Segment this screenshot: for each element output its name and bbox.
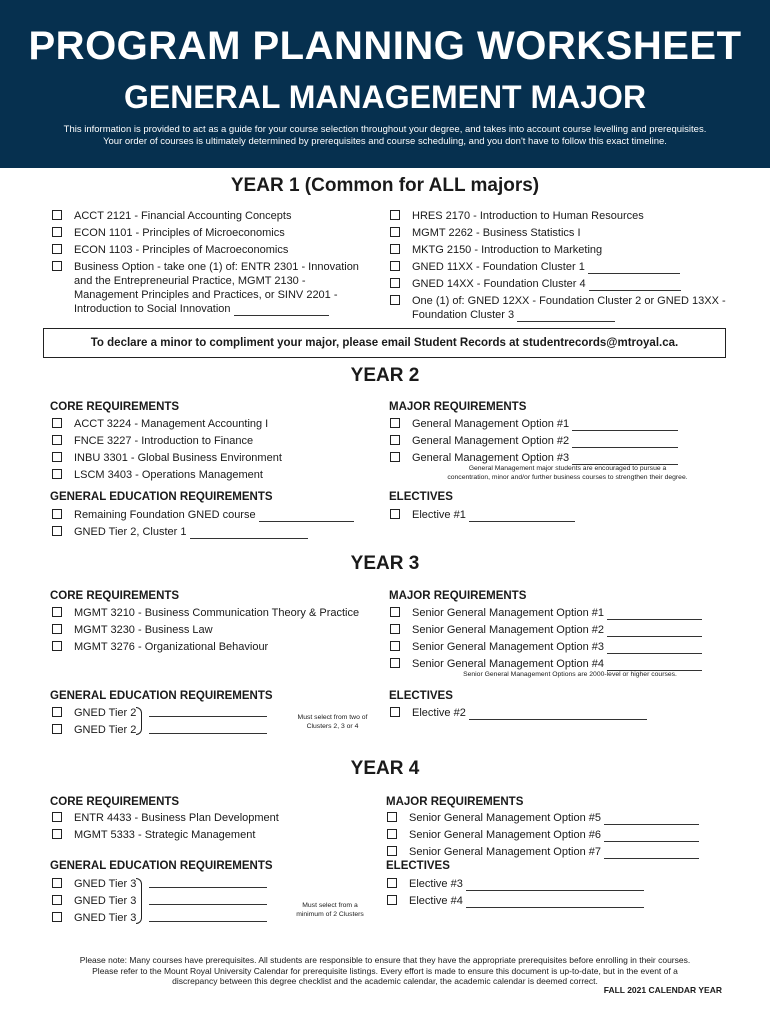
year2-electives-list xyxy=(390,508,710,525)
blank-line[interactable] xyxy=(259,511,354,522)
blank-line[interactable] xyxy=(234,305,329,316)
year4-core-heading: CORE REQUIREMENTS xyxy=(50,796,180,808)
checklist-item xyxy=(52,877,292,891)
calendar-year-label: FALL 2021 CALENDAR YEAR xyxy=(603,985,722,995)
course-label: MGMT 3210 - Business Communication Theory & Practice xyxy=(74,607,360,619)
checklist-item xyxy=(52,894,292,908)
blank-line[interactable] xyxy=(572,420,678,431)
year4-major-list xyxy=(387,811,727,862)
year3-gened-heading: GENERAL EDUCATION REQUIREMENTS xyxy=(50,690,273,702)
year2-title: YEAR 2 xyxy=(350,365,420,386)
blank-line[interactable] xyxy=(149,877,267,888)
checklist-item xyxy=(52,640,382,654)
checklist-item xyxy=(52,811,372,825)
year3-major-heading: MAJOR REQUIREMENTS xyxy=(389,590,527,602)
checklist-item xyxy=(52,468,372,482)
course-label-text: Business Option - take one (1) of: ENTR 2301 - Innovation and the Entrepreneurial Practice, MGMT 2130 - Management Principles and Practices, or SINV 2201 - Introduction to Social Innovation xyxy=(74,261,359,315)
checkbox[interactable] xyxy=(52,526,62,536)
checkbox[interactable] xyxy=(52,435,62,445)
course-label xyxy=(74,525,308,539)
checklist-item xyxy=(387,828,727,842)
course-label: ACCT 2121 - Financial Accounting Concepts xyxy=(74,210,292,222)
checklist-item xyxy=(387,894,707,908)
course-label-text: Senior General Management Option #2 xyxy=(412,624,605,636)
course-label: MGMT 2262 - Business Statistics I xyxy=(412,227,581,239)
year4-electives-heading: ELECTIVES xyxy=(386,860,450,872)
course-label xyxy=(74,260,369,316)
checkbox[interactable] xyxy=(390,418,400,428)
course-label xyxy=(409,828,699,842)
checkbox[interactable] xyxy=(387,895,397,905)
blank-line[interactable] xyxy=(572,437,678,448)
blank-line[interactable] xyxy=(466,880,644,891)
note-line: Must select from two of xyxy=(297,714,368,721)
checkbox[interactable] xyxy=(52,912,62,922)
checkbox[interactable] xyxy=(52,452,62,462)
year2-gened-list xyxy=(52,508,372,542)
blank-line[interactable] xyxy=(469,511,575,522)
checkbox[interactable] xyxy=(390,244,400,254)
course-label xyxy=(412,657,702,671)
year2-core-heading: CORE REQUIREMENTS xyxy=(50,401,180,413)
year1-title: YEAR 1 (Common for ALL majors) xyxy=(230,175,540,196)
course-label: GNED Tier 2 xyxy=(74,724,137,736)
checkbox[interactable] xyxy=(390,295,400,305)
checkbox[interactable] xyxy=(52,812,62,822)
year4-electives-list xyxy=(387,877,707,911)
course-label-text: General Management Option #1 xyxy=(412,418,570,430)
checkbox[interactable] xyxy=(390,227,400,237)
blank-line[interactable] xyxy=(604,814,699,825)
course-label: MGMT 3276 - Organizational Behaviour xyxy=(74,641,269,653)
year1-right-list xyxy=(390,209,730,325)
checkbox[interactable] xyxy=(52,210,62,220)
checklist-item xyxy=(390,451,710,465)
page-subtitle: GENERAL MANAGEMENT MAJOR xyxy=(123,79,647,115)
checklist-item xyxy=(52,525,372,539)
course-label: ACCT 3224 - Management Accounting I xyxy=(74,418,269,430)
year4-gened-note xyxy=(280,902,380,919)
course-label: GNED Tier 2 xyxy=(74,707,137,719)
checkbox[interactable] xyxy=(52,227,62,237)
course-label: INBU 3301 - Global Business Environment xyxy=(74,452,282,464)
minor-notice-text: To declare a minor to compliment your major, please email Student Records at studentrecords@mtroyal.ca. xyxy=(90,337,679,349)
blank-line[interactable] xyxy=(572,454,678,465)
course-label xyxy=(412,640,702,654)
blank-line[interactable] xyxy=(149,706,267,717)
year2-major-list xyxy=(390,417,710,468)
year3-electives-heading: ELECTIVES xyxy=(389,690,453,702)
year2-electives-heading: ELECTIVES xyxy=(389,491,453,503)
course-label-text: GNED 11XX - Foundation Cluster 1 xyxy=(412,261,585,273)
checkbox[interactable] xyxy=(52,829,62,839)
year2-major-note xyxy=(400,465,735,482)
checklist-item xyxy=(52,723,292,737)
year4-gened-list xyxy=(52,877,292,928)
checkbox[interactable] xyxy=(390,452,400,462)
checkbox[interactable] xyxy=(390,641,400,651)
checklist-item xyxy=(52,606,382,620)
year4-major-heading: MAJOR REQUIREMENTS xyxy=(386,796,524,808)
checkbox[interactable] xyxy=(52,418,62,428)
course-label-text: General Management Option #3 xyxy=(412,452,570,464)
course-label xyxy=(412,606,702,620)
course-label xyxy=(412,508,575,522)
year2-major-heading: MAJOR REQUIREMENTS xyxy=(389,401,527,413)
course-label xyxy=(74,508,354,522)
blank-line[interactable] xyxy=(466,897,644,908)
page-title: PROGRAM PLANNING WORKSHEET xyxy=(28,24,742,68)
year3-core-heading: CORE REQUIREMENTS xyxy=(50,590,180,602)
checklist-item xyxy=(390,623,730,637)
minor-notice-box xyxy=(43,328,726,358)
course-label xyxy=(412,277,681,291)
blank-line[interactable] xyxy=(607,660,702,671)
year2-gened-heading: GENERAL EDUCATION REQUIREMENTS xyxy=(50,491,273,503)
course-label xyxy=(412,260,680,274)
note-line: concentration, minor and/or further business courses to strengthen their degree. xyxy=(447,473,688,481)
course-label-text: Senior General Management Option #7 xyxy=(409,846,602,858)
footer-note xyxy=(40,955,730,987)
blank-line[interactable] xyxy=(588,263,680,274)
footer-line: discrepancy between this degree checklist and the academic calendar, the academic calendar is deemed correct. xyxy=(172,976,598,986)
checkbox[interactable] xyxy=(390,278,400,288)
brace-bracket xyxy=(136,878,142,924)
checkbox[interactable] xyxy=(52,707,62,717)
checkbox[interactable] xyxy=(390,210,400,220)
checkbox[interactable] xyxy=(390,261,400,271)
checkbox[interactable] xyxy=(52,724,62,734)
year3-major-list xyxy=(390,606,730,674)
checkbox[interactable] xyxy=(390,435,400,445)
checklist-item xyxy=(387,877,707,891)
checkbox[interactable] xyxy=(52,261,62,271)
blank-line[interactable] xyxy=(149,911,267,922)
checklist-item xyxy=(390,657,730,671)
year4-gened-heading: GENERAL EDUCATION REQUIREMENTS xyxy=(50,860,273,872)
course-label-text: Senior General Management Option #4 xyxy=(412,658,605,670)
checklist-item xyxy=(390,417,710,431)
checklist-item xyxy=(52,623,382,637)
checkbox[interactable] xyxy=(387,829,397,839)
checkbox[interactable] xyxy=(52,878,62,888)
course-label-text: Elective #2 xyxy=(412,707,466,719)
course-label: GNED Tier 3 xyxy=(74,895,137,907)
checklist-item xyxy=(390,243,730,257)
checkbox[interactable] xyxy=(390,707,400,717)
checklist-item xyxy=(52,417,372,431)
year3-gened-note xyxy=(280,714,385,731)
checklist-item xyxy=(52,434,372,448)
blank-line[interactable] xyxy=(469,709,647,720)
checklist-item xyxy=(52,508,372,522)
course-label-text: General Management Option #2 xyxy=(412,435,570,447)
checkbox[interactable] xyxy=(390,607,400,617)
course-label xyxy=(409,894,644,908)
intro-line: This information is provided to act as a guide for your course selection throughout your degree, and takes into account course levelling and prerequisites. xyxy=(63,124,707,135)
checkbox[interactable] xyxy=(52,641,62,651)
checkbox[interactable] xyxy=(387,878,397,888)
course-label: GNED Tier 3 xyxy=(74,912,137,924)
course-label-text: Elective #3 xyxy=(409,878,463,890)
course-label-text: GNED Tier 2, Cluster 1 xyxy=(74,526,187,538)
course-label xyxy=(412,434,678,448)
intro-text xyxy=(30,124,740,148)
blank-line[interactable] xyxy=(604,831,699,842)
course-label xyxy=(409,845,699,859)
blank-line[interactable] xyxy=(607,609,702,620)
checklist-item xyxy=(390,606,730,620)
checklist-item xyxy=(390,209,730,223)
course-label: MGMT 5333 - Strategic Management xyxy=(74,829,256,841)
course-label: FNCE 3227 - Introduction to Finance xyxy=(74,435,254,447)
checklist-item xyxy=(52,706,292,720)
checklist-item xyxy=(390,434,710,448)
year3-electives-list xyxy=(390,706,710,723)
checkbox[interactable] xyxy=(52,624,62,634)
checklist-item xyxy=(390,260,730,274)
blank-line[interactable] xyxy=(149,894,267,905)
year3-major-note: Senior General Management Options are 2000-level or higher courses. xyxy=(463,671,677,678)
checklist-item xyxy=(52,828,372,842)
course-label xyxy=(412,417,678,431)
checklist-item xyxy=(387,811,727,825)
checklist-item xyxy=(390,294,730,322)
course-label-text: Senior General Management Option #3 xyxy=(412,641,605,653)
year3-gened-list xyxy=(52,706,292,740)
checkbox[interactable] xyxy=(52,895,62,905)
header-banner xyxy=(0,0,770,168)
checklist-item xyxy=(390,277,730,291)
course-label xyxy=(409,811,699,825)
course-label xyxy=(412,623,702,637)
checklist-item xyxy=(390,226,730,240)
footer-line: Please refer to the Mount Royal University Calendar for prerequisite listings. Every effort is made to ensure this document is up-to-date, but in the event of a xyxy=(92,965,678,976)
blank-line[interactable] xyxy=(589,280,681,291)
checkbox[interactable] xyxy=(52,509,62,519)
checkbox[interactable] xyxy=(387,812,397,822)
course-label xyxy=(409,877,644,891)
course-label-text: Elective #4 xyxy=(409,895,463,907)
note-line: General Management major students are encouraged to pursue a xyxy=(468,465,667,472)
checkbox[interactable] xyxy=(390,624,400,634)
note-line: Clusters 2, 3 or 4 xyxy=(306,722,359,730)
checkbox[interactable] xyxy=(387,846,397,856)
footer-line: Please note: Many courses have prerequisites. All students are responsible to ensure that they have the appropriate prerequisites before enrolling in their courses. xyxy=(79,955,691,965)
checklist-item xyxy=(52,209,372,223)
checklist-item xyxy=(52,451,372,465)
course-label: GNED Tier 3 xyxy=(74,878,137,890)
blank-line[interactable] xyxy=(607,626,702,637)
checklist-item xyxy=(52,911,292,925)
checkbox[interactable] xyxy=(390,658,400,668)
course-label: ECON 1103 - Principles of Macroeconomics xyxy=(74,244,289,256)
blank-line[interactable] xyxy=(607,643,702,654)
checklist-item xyxy=(52,226,372,240)
note-line: minimum of 2 Clusters xyxy=(296,910,364,918)
blank-line[interactable] xyxy=(604,848,699,859)
brace-bracket xyxy=(136,707,142,735)
course-label-text: Senior General Management Option #1 xyxy=(412,607,605,619)
course-label: LSCM 3403 - Operations Management xyxy=(74,469,263,481)
checklist-item xyxy=(387,845,727,859)
course-label: MGMT 3230 - Business Law xyxy=(74,624,213,636)
checklist-item xyxy=(52,260,372,316)
course-label-text: Remaining Foundation GNED course xyxy=(74,509,256,521)
course-label xyxy=(412,451,678,465)
note-line: Must select from a xyxy=(302,902,358,909)
checklist-item xyxy=(52,243,372,257)
checklist-item xyxy=(390,508,710,522)
course-label: HRES 2170 - Introduction to Human Resources xyxy=(412,210,644,222)
course-label-text: Senior General Management Option #5 xyxy=(409,812,602,824)
checklist-item xyxy=(390,706,710,720)
checkbox[interactable] xyxy=(390,509,400,519)
year3-core-list xyxy=(52,606,382,657)
course-label-text: One (1) of: GNED 12XX - Foundation Cluster 2 or GNED 13XX - Foundation Cluster 3 xyxy=(412,295,726,321)
year4-core-list xyxy=(52,811,372,845)
course-label: ENTR 4433 - Business Plan Development xyxy=(74,812,279,824)
year4-title: YEAR 4 xyxy=(350,758,420,779)
course-label xyxy=(412,706,647,720)
course-label-text: Elective #1 xyxy=(412,509,466,521)
checkbox[interactable] xyxy=(52,244,62,254)
course-label xyxy=(412,294,727,322)
course-label-text: Senior General Management Option #6 xyxy=(409,829,602,841)
checklist-item xyxy=(390,640,730,654)
checkbox[interactable] xyxy=(52,607,62,617)
course-label: ECON 1101 - Principles of Microeconomics xyxy=(74,227,285,239)
blank-line[interactable] xyxy=(517,311,615,322)
checkbox[interactable] xyxy=(52,469,62,479)
year2-core-list xyxy=(52,417,372,485)
year3-title: YEAR 3 xyxy=(350,553,420,574)
course-label: MKTG 2150 - Introduction to Marketing xyxy=(412,244,603,256)
intro-line: Your order of courses is ultimately determined by prerequisites and course scheduling, and you don't have to follow this exact timeline. xyxy=(103,136,667,147)
year1-left-list xyxy=(52,209,372,319)
blank-line[interactable] xyxy=(149,723,267,734)
course-label-text: GNED 14XX - Foundation Cluster 4 xyxy=(412,278,586,290)
blank-line[interactable] xyxy=(190,528,308,539)
